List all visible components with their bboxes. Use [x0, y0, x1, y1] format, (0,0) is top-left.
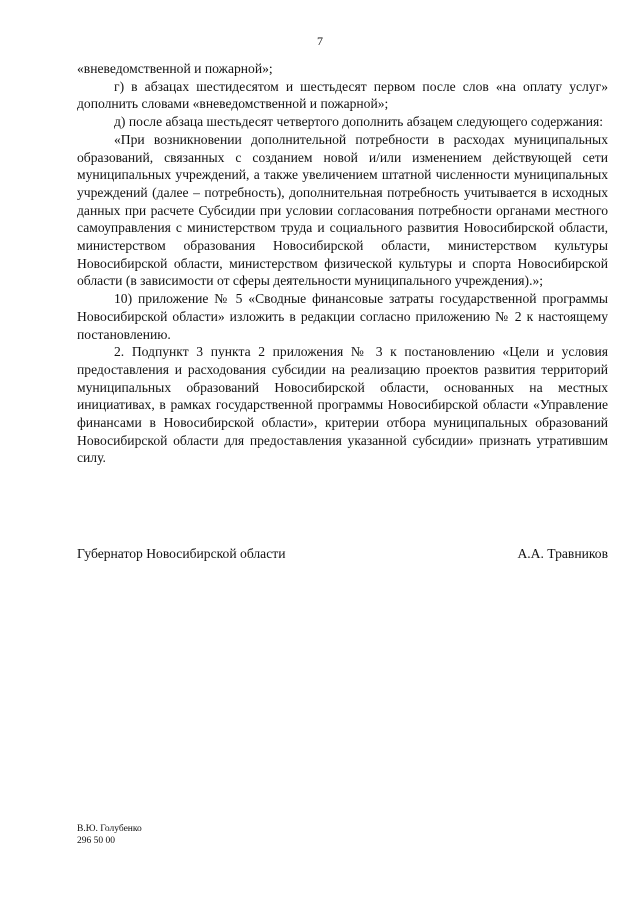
- paragraph: г) в абзацах шестидесятом и шестьдесят первом после слов «на оплату услуг» дополнить словами «вневедомственной и пожарной»;: [77, 78, 608, 112]
- paragraph: «вневедомственной и пожарной»;: [77, 61, 273, 76]
- paragraph: 10) приложение № 5 «Сводные финансовые затраты государственной программы Новосибирской области» изложить в редакции согласно приложению № 2 к настоящему постановлению.: [77, 291, 608, 342]
- paragraph: 2. Подпункт 3 пункта 2 приложения № 3 к постановлению «Цели и условия предоставления и расходования субсидии на реализацию проектов развития территорий муниципальных образований Новосибирской области, основанных на местных инициативах, в рамках государственной программы Новосибирской области «Управление финансами в Новосибирской области», критерии отбора муниципальных образований Новосибирской области для предоставления указанной субсидии» признать утратившим силу.: [77, 344, 608, 466]
- page-number: 7: [317, 34, 323, 48]
- paragraph: «При возникновении дополнительной потребности в расходах муниципальных образований, связанных с созданием новой и/или изменением действующей сети муниципальных учреждений, а также увеличением штатной численности муниципальных учреждений (далее – потребность), дополнительная потребность учитывается в исходных данных при расчете Субсидии при условии согласования потребности органами местного самоуправления с министерством труда и социального развития Новосибирской области, министерством образования Новосибирской области, министерством культуры Новосибирской области, министерством физической культуры и спорта Новосибирской области (в зависимости от сферы деятельности муниципального учреждения).»;: [77, 131, 608, 289]
- executor-footer: [77, 823, 142, 847]
- paragraph: д) после абзаца шестьдесят четвертого дополнить абзацем следующего содержания:: [114, 114, 604, 130]
- signatory-position: Губернатор Новосибирской области: [77, 546, 286, 561]
- signatory-name: А.А. Травников: [517, 546, 608, 561]
- executor-name: В.Ю. Голубенко: [77, 824, 142, 834]
- executor-phone: 296 50 00: [77, 836, 115, 846]
- signature-block: [77, 545, 608, 563]
- document-body: [77, 60, 608, 467]
